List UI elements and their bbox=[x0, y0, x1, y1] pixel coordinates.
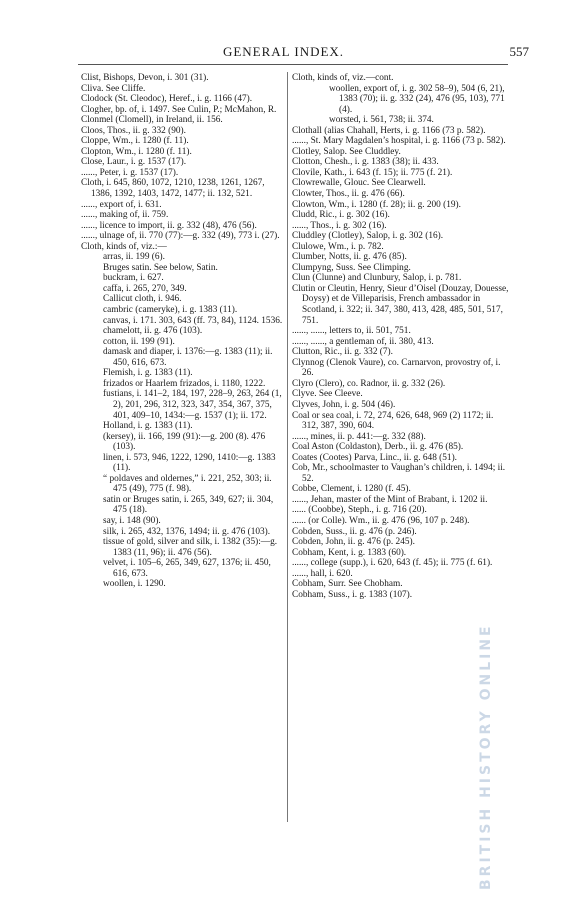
index-entry: Cloppe, Wm., i. 1280 (f. 11). bbox=[81, 136, 189, 147]
index-entry: Bruges satin. See below, Satin. bbox=[103, 262, 218, 273]
index-entry: Clodock (St. Cleodoc), Heref., i. g. 1166 (47). bbox=[81, 94, 253, 105]
index-entry: ......, ulnage of, ii. 770 (77):—g. 332 (49), 773 i. (27). bbox=[81, 231, 280, 242]
index-entry: Cobham, Kent, i. g. 1383 (60). bbox=[292, 547, 407, 558]
index-entry: ......, St. Mary Magdalen’s hospital, i. g. 1166 (73 p. 582). bbox=[292, 136, 506, 147]
index-entry: Cobham, Suss., i. g. 1383 (107). bbox=[292, 589, 413, 600]
index-entry: Cloth, kinds of, viz.—cont. bbox=[292, 73, 394, 83]
index-entry: Cluddley (Clotley), Salop, i. g. 302 (16). bbox=[292, 231, 444, 242]
index-entry: Clowter, Thos., ii. g. 476 (66). bbox=[292, 189, 405, 200]
index-entry: worsted, i. 561, 738; ii. 374. bbox=[329, 115, 434, 126]
index-entry: Cobham, Surr. See Chobham. bbox=[292, 579, 403, 590]
index-entry: ......, Peter, i. g. 1537 (17). bbox=[81, 167, 179, 178]
index-entry: Clutton, Ric., ii. g. 332 (7). bbox=[292, 347, 393, 358]
index-entry: ...... (or Colle). Wm., ii. g. 476 (96, 107 p. 248). bbox=[292, 515, 470, 526]
index-entry: ......, export of, i. 631. bbox=[81, 199, 162, 210]
header-rule bbox=[78, 64, 508, 65]
index-entry: Clynnog (Clenok Vaure), co. Carnarvon, provostry of, i. 26. bbox=[292, 357, 501, 379]
index-entry: Clun (Clunne) and Clunbury, Salop, i. p. 781. bbox=[292, 273, 462, 284]
index-entry: ......, licence to import, ii. g. 332 (48), 476 (56). bbox=[81, 220, 257, 231]
watermark bbox=[470, 600, 534, 900]
index-entry: Coal Aston (Coldaston), Derb., ii. g. 476 (85). bbox=[292, 442, 464, 453]
index-entry: Clist, Bishops, Devon, i. 301 (31). bbox=[81, 73, 209, 83]
index-entry: Clumber, Notts, ii. g. 476 (85). bbox=[292, 252, 407, 263]
index-entry: Flemish, i. g. 1383 (11). bbox=[103, 368, 193, 379]
index-entry: ......, Jehan, master of the Mint of Brabant, i. 1202 ii. bbox=[292, 494, 488, 505]
index-entry: Clotley, Salop. See Cluddley. bbox=[292, 146, 401, 157]
index-entry: Cliva. See Cliffe. bbox=[81, 83, 146, 94]
index-entry: Cobbe, Clement, i. 1280 (f. 45). bbox=[292, 484, 411, 495]
index-entry: ......, ......, a gentleman of, ii. 380, 413. bbox=[292, 336, 434, 347]
index-entry: Clonmel (Clomell), in Ireland, ii. 156. bbox=[81, 115, 223, 126]
index-entry: Cludd, Ric., i. g. 302 (16). bbox=[292, 210, 390, 221]
index-entry: fustians, i. 141–2, 184, 197, 228–9, 263, 264 (1, 2), 201, 296, 312, 323, 347, 354, 367, 375, 401, 409–10, 1434:—g. 1537 (1); ii. 172. bbox=[103, 389, 282, 421]
index-entry: Clowton, Wm., i. 1280 (f. 28); ii. g. 200 (19). bbox=[292, 199, 461, 210]
index-entry: Cloos, Thos., ii. g. 332 (90). bbox=[81, 125, 186, 136]
index-entry: woollen, export of, i. g. 302 58–9), 504 (6, 21), 1383 (70); ii. g. 332 (24), 476 (95, 103), 771 (4). bbox=[329, 83, 505, 115]
index-entry: Cloth, kinds of, viz.:— bbox=[81, 241, 167, 252]
index-entry: ......, Thos., i. g. 302 (16). bbox=[292, 220, 387, 231]
index-entry: tissue of gold, silver and silk, i. 1382 (35):—g. 1383 (11, 96); ii. 476 (56). bbox=[103, 537, 278, 558]
index-entry: ......, making of, ii. 759. bbox=[81, 210, 169, 221]
index-entry: Clyro (Clero), co. Radnor, ii. g. 332 (26). bbox=[292, 378, 446, 389]
index-entry: Clothall (alias Chahall, Herts, i. g. 1166 (73 p. 582). bbox=[292, 125, 486, 136]
index-entry: Clogher, bp. of, i. 1497. See Culin, P.; McMahon, R. bbox=[81, 104, 277, 115]
index-entry: frizados or Haarlem frizados, i. 1180, 1222. bbox=[103, 378, 266, 389]
index-entry: canvas, i. 171. 303, 643 (ff. 73, 84), 1124. 1536. bbox=[103, 315, 283, 326]
left-index-column bbox=[81, 73, 283, 590]
index-entry: woollen, i. 1290. bbox=[103, 579, 166, 590]
index-entry: caffa, i. 265, 270, 349. bbox=[103, 283, 187, 294]
index-entry: “ poldaves and oldernes,” i. 221, 252, 303; ii. 475 (49), 775 (f. 98). bbox=[103, 473, 272, 495]
index-entry: ......, college (supp.), i. 620, 643 (f. 45); ii. 775 (f. 61). bbox=[292, 558, 493, 569]
index-entry: cotton, ii. 199 (91). bbox=[103, 336, 175, 347]
index-entry: damask and diaper, i. 1376:—g. 1383 (11); ii. 450, 616, 673. bbox=[103, 347, 273, 368]
page-header bbox=[0, 44, 567, 64]
index-entry: Coal or sea coal, i. 72, 274, 626, 648, 969 (2) 1172; ii. 312, 387, 390, 604. bbox=[292, 410, 494, 432]
index-entry: Clyve. See Cleeve. bbox=[292, 389, 363, 400]
index-entry: buckram, i. 627. bbox=[103, 273, 164, 284]
index-entry: Callicut cloth, i. 946. bbox=[103, 294, 182, 305]
page-number: 557 bbox=[509, 44, 529, 59]
index-entry: Cobden, Suss., ii. g. 476 (p. 246). bbox=[292, 526, 417, 537]
index-entry: Clopton, Wm., i. 1280 (f. 11). bbox=[81, 146, 192, 157]
index-entry: Clotton, Chesh., i. g. 1383 (38); ii. 433. bbox=[292, 157, 439, 168]
index-entry: Cob, Mr., schoolmaster to Vaughan’s children, i. 1494; ii. 52. bbox=[292, 463, 506, 484]
index-entry: Holland, i. g. 1383 (11). bbox=[103, 421, 193, 432]
index-entry: Close, Laur., i. g. 1537 (17). bbox=[81, 157, 187, 168]
index-entry: silk, i. 265, 432, 1376, 1494; ii. g. 476 (103). bbox=[103, 526, 271, 537]
index-entry: Clyves, John, i. g. 504 (46). bbox=[292, 399, 396, 410]
index-entry: cambric (cameryke), i. g. 1383 (11). bbox=[103, 305, 238, 316]
index-entry: say, i. 148 (90). bbox=[103, 515, 161, 526]
index-entry: Clumpyng, Suss. See Climping. bbox=[292, 262, 411, 273]
column-divider bbox=[287, 72, 288, 822]
index-entry: linen, i. 573, 946, 1222, 1290, 1410:—g. 1383 (11). bbox=[103, 452, 276, 474]
index-entry: Cobden, John, ii. g. 476 (p. 245). bbox=[292, 537, 415, 548]
index-entry: chamelott, ii. g. 476 (103). bbox=[103, 326, 203, 337]
watermark-text: BRITISH HISTORY ONLINE bbox=[478, 623, 494, 890]
index-entry: Clutin or Cleutin, Henry, Sieur d’Oisel (Douzay, Douesse, Doysy) et de Villeparisis, French ambassador in Scotland, i. 322; ii. 347, 380, 413, 428, 485, 501, 517, 751. bbox=[292, 283, 509, 326]
index-entry: Clovile, Kath., i. 643 (f. 15); ii. 775 (f. 21). bbox=[292, 167, 453, 178]
index-entry: satin or Bruges satin, i. 265, 349, 627; ii. 304, 475 (18). bbox=[103, 494, 274, 516]
index-entry: ......, hall, i. 620. bbox=[292, 568, 353, 579]
index-entry: (kersey), ii. 166, 199 (91):—g. 200 (8). 476 (103). bbox=[103, 431, 266, 453]
index-entry: Clulowe, Wm., i. p. 782. bbox=[292, 241, 384, 252]
index-entry: arras, ii. 199 (6). bbox=[103, 252, 165, 263]
right-index-column bbox=[292, 73, 510, 600]
index-entry: velvet, i. 105–6, 265, 349, 627, 1376; ii. 450, 616, 673. bbox=[103, 558, 271, 579]
page-title: GENERAL INDEX. bbox=[222, 44, 345, 59]
index-entry: Cloth, i. 645, 860, 1072, 1210, 1238, 1261, 1267, 1386, 1392, 1403, 1472, 1477; ii. 132, 521. bbox=[81, 178, 265, 200]
index-entry: Clowrewalle, Glouc. See Clearwell. bbox=[292, 178, 426, 189]
index-entry: Coates (Cootes) Parva, Linc., ii. g. 648 (51). bbox=[292, 452, 457, 463]
index-entry: ......, mines, ii. p. 441:—g. 332 (88). bbox=[292, 431, 426, 442]
index-entry: ......, ......, letters to, ii. 501, 751. bbox=[292, 326, 411, 337]
index-entry: ...... (Coobbe), Steph., i. g. 716 (20). bbox=[292, 505, 427, 516]
